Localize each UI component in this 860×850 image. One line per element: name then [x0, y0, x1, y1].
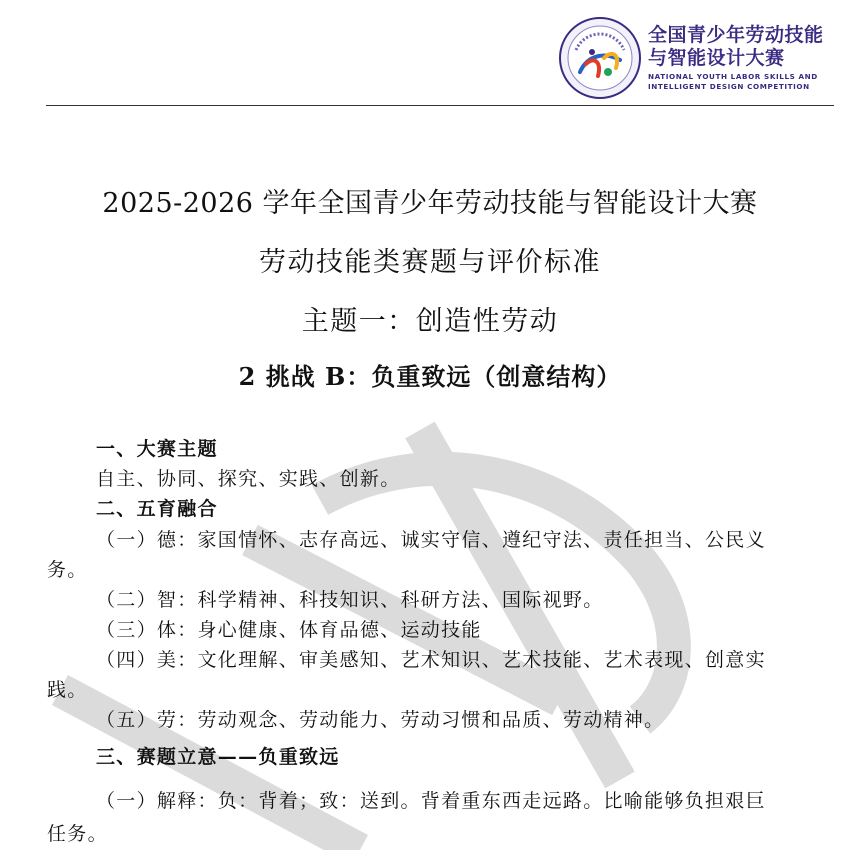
logo-cn-line-2: 与智能设计大赛 [648, 47, 785, 69]
paragraph-moral-line-2: 务。 [47, 559, 88, 581]
logo-chinese-name [648, 24, 824, 70]
section-body-theme: 自主、协同、探究、实践、创新。 [96, 468, 401, 490]
paragraph-physical: （三）体：身心健康、体育品德、运动技能 [96, 619, 482, 641]
logo-cn-line-1: 全国青少年劳动技能 [648, 24, 824, 46]
document-subtitle: 劳动技能类赛题与评价标准 [259, 247, 601, 278]
paragraph-explanation-line-2: 任务。 [47, 823, 108, 845]
header-divider [46, 105, 834, 106]
logo-en-line-1: NATIONAL YOUTH LABOR SKILLS AND [648, 72, 818, 81]
section-heading-theme: 一、大赛主题 [96, 438, 218, 460]
section-heading-intent: 三、赛题立意——负重致远 [96, 746, 340, 768]
logo-english-name [648, 72, 818, 91]
page-header [0, 0, 860, 108]
competition-logo-emblem [558, 16, 642, 100]
paragraph-labor: （五）劳：劳动观念、劳动能力、劳动习惯和品质、劳动精神。 [96, 709, 665, 731]
paragraph-explanation-line-1: （一）解释：负：背着；致：送到。背着重东西走远路。比喻能够负担艰巨 [96, 790, 766, 812]
logo-en-line-2: INTELLIGENT DESIGN COMPETITION [648, 81, 810, 91]
paragraph-aesthetic-line-2: 践。 [47, 679, 88, 701]
document-main-title: 2025-2026 学年全国青少年劳动技能与智能设计大赛 [102, 188, 758, 219]
paragraph-intellect: （二）智：科学精神、科技知识、科研方法、国际视野。 [96, 589, 604, 611]
paragraph-moral-line-1: （一）德：家国情怀、志存高远、诚实守信、遵纪守法、责任担当、公民义 [96, 529, 766, 551]
section-heading-five-education: 二、五育融合 [96, 498, 218, 520]
paragraph-aesthetic-line-1: （四）美：文化理解、审美感知、艺术知识、艺术技能、艺术表现、创意实 [96, 649, 766, 671]
theme-title: 主题一：创造性劳动 [301, 306, 559, 337]
challenge-title: 2 挑战 B：负重致远（创意结构） [238, 362, 622, 391]
